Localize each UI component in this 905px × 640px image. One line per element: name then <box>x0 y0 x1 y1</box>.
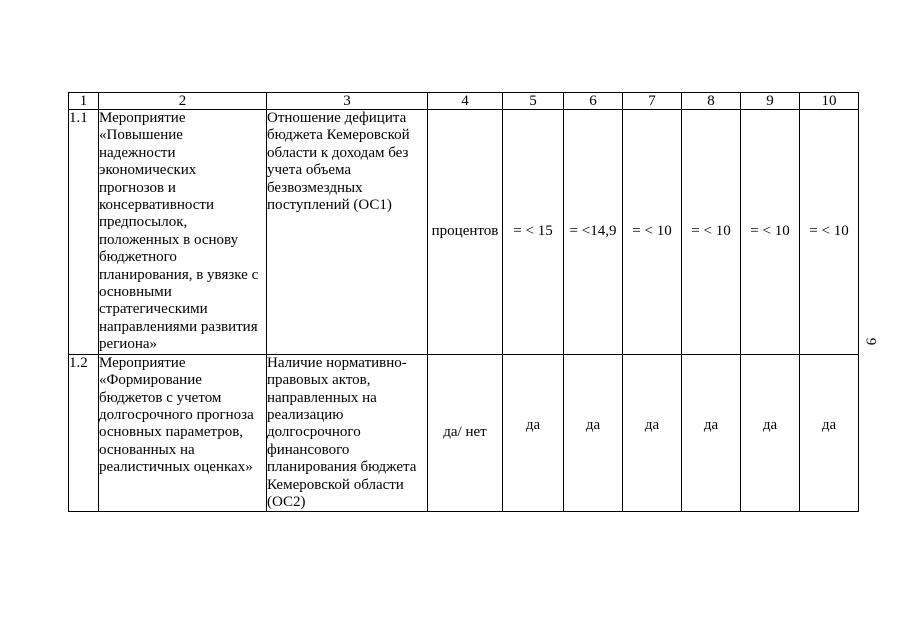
value-cell: = < 10 <box>682 110 741 355</box>
value-cell: = < 15 <box>503 110 564 355</box>
header-cell-3: 3 <box>267 93 428 110</box>
value-cell: = < 10 <box>623 110 682 355</box>
value-cell: = < 10 <box>800 110 859 355</box>
value-cell: = < 10 <box>741 110 800 355</box>
header-cell-1: 1 <box>69 93 99 110</box>
value-cell: да <box>564 354 623 512</box>
value-cell: да <box>503 354 564 512</box>
header-row <box>69 93 859 110</box>
value-cell: да <box>682 354 741 512</box>
value-cell: да <box>741 354 800 512</box>
row-number-cell: 1.1 <box>69 110 99 355</box>
event-cell: Мероприятие «Повышение надежности экономических прогнозов и консервативности предпосылок, положенных в основу бюджетного планирования, в увязке с основными стратегическими направлениями развития региона» <box>99 110 267 355</box>
event-cell: Мероприятие «Формирование бюджетов с учетом долгосрочного прогноза основных параметров, основанных на реалистичных оценках» <box>99 354 267 512</box>
value-cell: = <14,9 <box>564 110 623 355</box>
header-cell-8: 8 <box>682 93 741 110</box>
header-cell-6: 6 <box>564 93 623 110</box>
table-row <box>69 110 859 355</box>
row-number-cell: 1.2 <box>69 354 99 512</box>
value-cell: да <box>623 354 682 512</box>
indicators-table <box>68 92 859 512</box>
header-cell-7: 7 <box>623 93 682 110</box>
unit-cell: процентов <box>428 110 503 355</box>
header-cell-2: 2 <box>99 93 267 110</box>
header-cell-5: 5 <box>503 93 564 110</box>
header-cell-10: 10 <box>800 93 859 110</box>
unit-cell: да/ нет <box>428 354 503 512</box>
table-row <box>69 354 859 512</box>
indicator-cell: Отношение дефицита бюджета Кемеровской области к доходам без учета объема безвозмездных поступлений (ОС1) <box>267 110 428 355</box>
header-cell-4: 4 <box>428 93 503 110</box>
header-cell-9: 9 <box>741 93 800 110</box>
page-number: 9 <box>862 337 879 346</box>
value-cell: да <box>800 354 859 512</box>
indicator-cell: Наличие нормативно- правовых актов, направленных на реализацию долгосрочного финансового планирования бюджета Кемеровской области (ОС2) <box>267 354 428 512</box>
